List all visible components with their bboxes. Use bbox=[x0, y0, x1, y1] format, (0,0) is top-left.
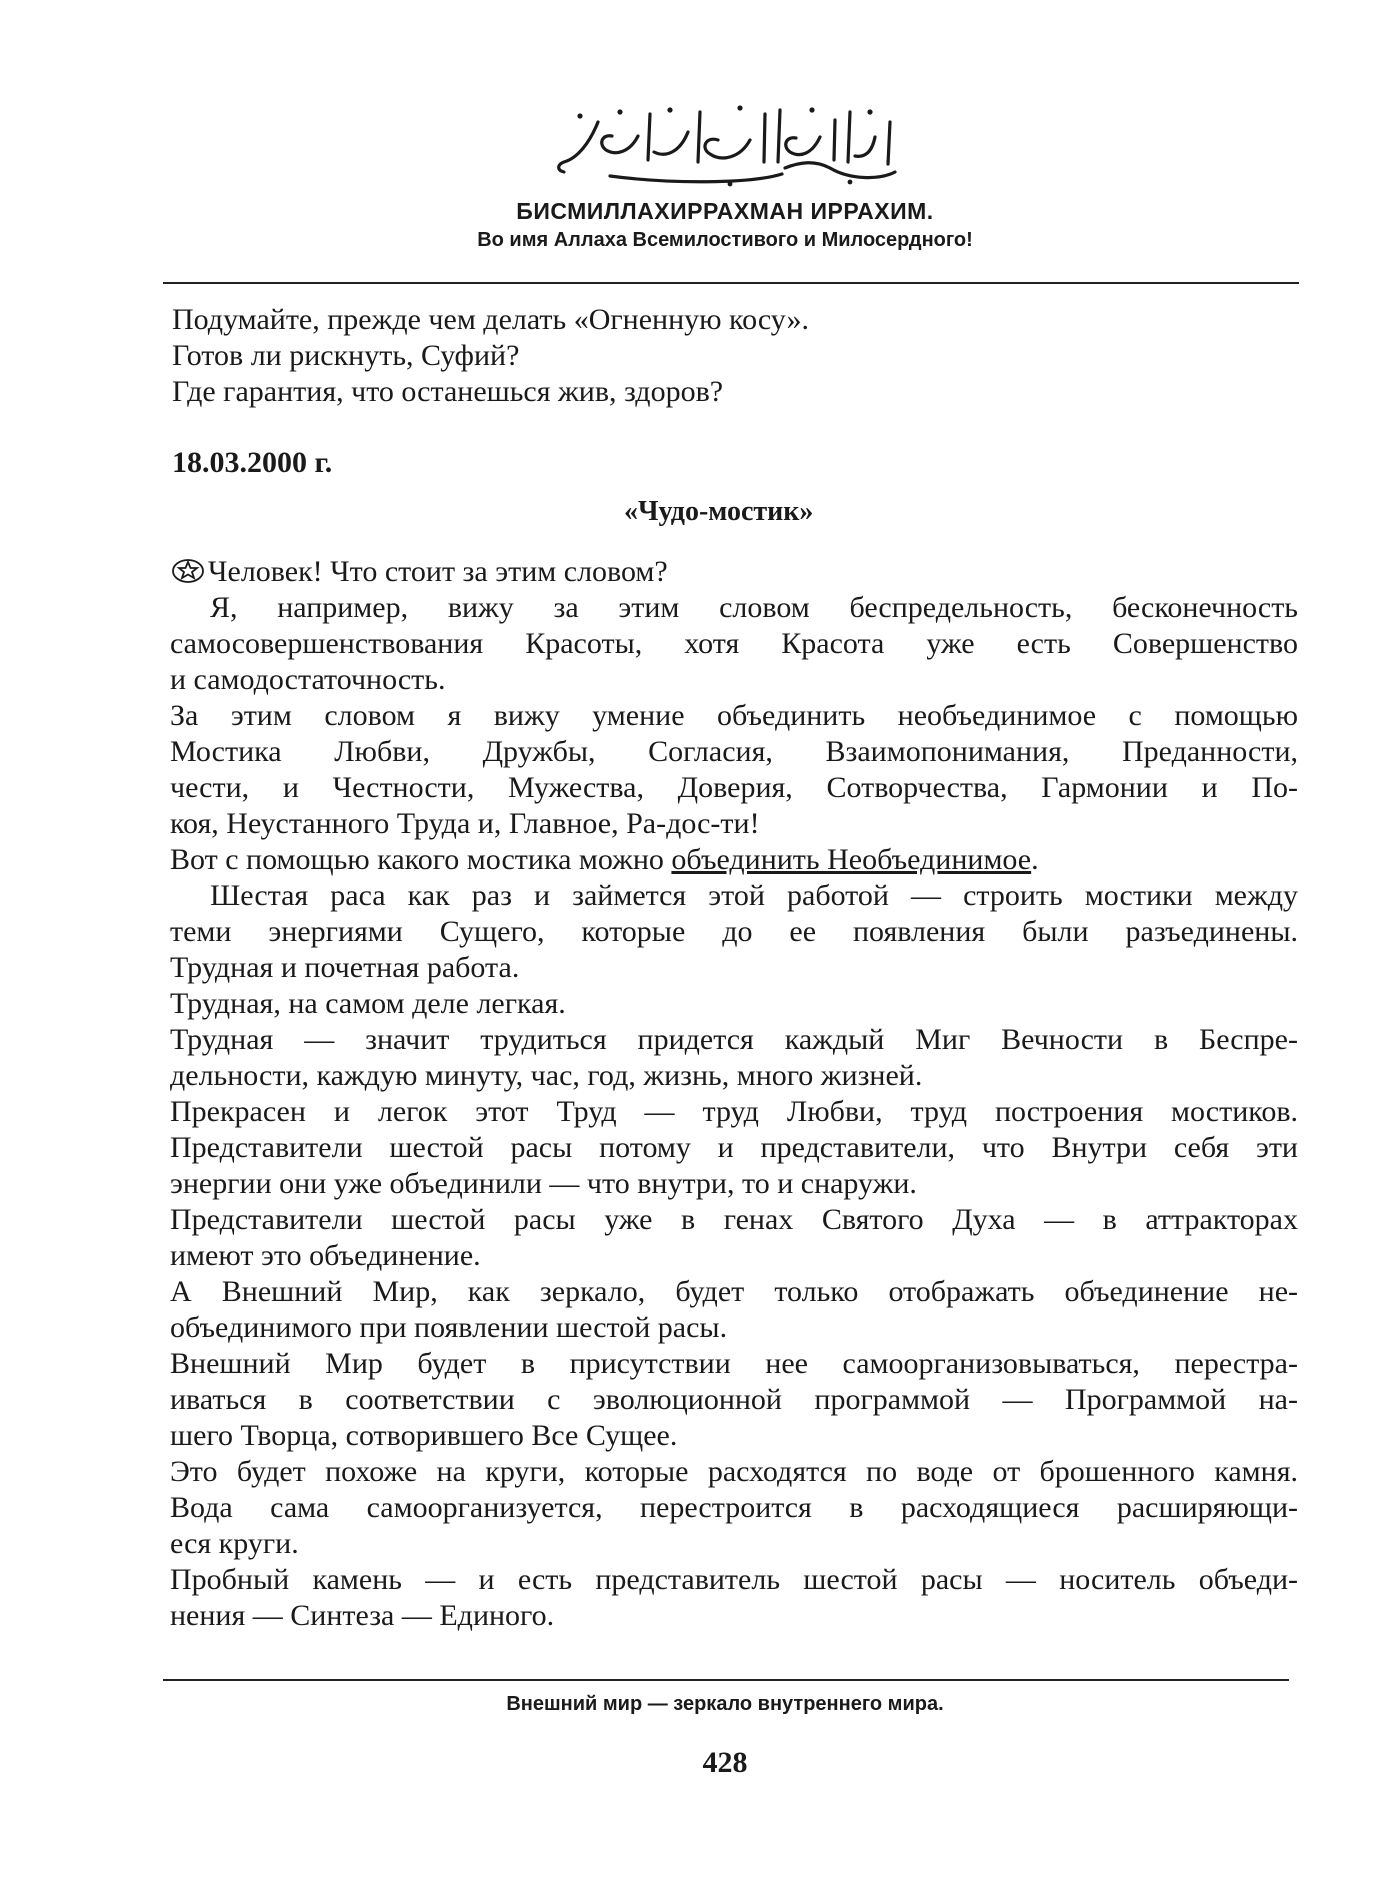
bismillah-calligraphy bbox=[550, 92, 910, 187]
entry-date: 18.03.2000 г. bbox=[172, 446, 333, 479]
poem-block bbox=[172, 302, 809, 410]
text-line: Шестая раса как раз и займется этой работой — строить мостики между bbox=[210, 879, 1298, 912]
text-line bbox=[170, 842, 1298, 878]
text-line: самосовершенствования Красоты, хотя Красота уже есть Совершенство bbox=[170, 627, 1298, 660]
text-line: Мостика Любви, Дружбы, Согласия, Взаимопонимания, Преданности, bbox=[170, 735, 1298, 768]
text-line: дельности, каждую минуту, час, год, жизнь, много жизней. bbox=[170, 1059, 923, 1092]
header-divider bbox=[163, 282, 1299, 284]
text-line-content: Вот с помощью какого мостика можно bbox=[170, 843, 672, 876]
text-line: и самодостаточность. bbox=[170, 663, 446, 696]
text-line: Внешний Мир будет в присутствии нее самоорганизовываться, перестра- bbox=[170, 1347, 1298, 1380]
text-line: За этим словом я вижу умение объединить необъединимое с помощью bbox=[170, 699, 1298, 732]
text-line: Это будет похоже на круги, которые расходятся по воде от брошенного камня. bbox=[170, 1455, 1298, 1488]
text-line: Пробный камень — и есть представитель шестой расы — носитель объеди- bbox=[170, 1563, 1298, 1596]
page-header-title: БИСМИЛЛАХИРРАХМАН ИРРАХИМ. bbox=[516, 198, 934, 224]
poem-line: Подумайте, прежде чем делать «Огненную косу». bbox=[172, 303, 810, 336]
text-line: Трудная и почетная работа. bbox=[170, 951, 520, 984]
text-line: Трудная — значит трудиться придется каждый Миг Вечности в Беспре- bbox=[170, 1023, 1298, 1056]
text-line: нения — Синтеза — Единого. bbox=[170, 1599, 555, 1632]
text-line: шего Творца, сотворившего Все Сущее. bbox=[170, 1419, 678, 1452]
text-line: имеют это объединение. bbox=[170, 1239, 481, 1272]
text-line: Представители шестой расы потому и представители, что Внутри себя эти bbox=[170, 1131, 1298, 1164]
entry-body bbox=[170, 554, 1298, 1634]
underlined-phrase: объединить Необъединимое bbox=[671, 843, 1032, 876]
footer-divider bbox=[163, 1679, 1289, 1681]
text-line: иваться в соответствии с эволюционной программой — Программой на- bbox=[170, 1383, 1298, 1416]
text-line: коя, Неустанного Труда и, Главное, Ра-дос-ти! bbox=[170, 807, 760, 840]
text-line: Представители шестой расы уже в генах Святого Духа — в аттракторах bbox=[170, 1203, 1298, 1236]
text-line: Прекрасен и легок этот Труд — труд Любви, труд построения мостиков. bbox=[170, 1095, 1298, 1128]
text-line: А Внешний Мир, как зеркало, будет только отображать объединение не- bbox=[170, 1275, 1298, 1308]
text-line: еся круги. bbox=[170, 1527, 299, 1560]
text-line: Я, например, вижу за этим словом беспредельность, бесконечность bbox=[210, 591, 1298, 624]
poem-line: Готов ли рискнуть, Суфий? bbox=[172, 339, 520, 372]
text-line: Трудная, на самом деле легкая. bbox=[170, 987, 566, 1020]
text-line-content: . bbox=[1031, 843, 1039, 876]
page-header-subtitle: Во имя Аллаха Всемилостивого и Милосердного! bbox=[477, 229, 973, 251]
text-line: Вода сама самоорганизуется, перестроится в расходящиеся расширяющи- bbox=[170, 1491, 1298, 1524]
text-line-content: Человек! Что стоит за этим словом? bbox=[208, 555, 668, 588]
sun-symbol-icon bbox=[170, 557, 206, 585]
running-footer: Внешний мир — зеркало внутреннего мира. bbox=[506, 1693, 944, 1715]
poem-line: Где гарантия, что останешься жив, здоров? bbox=[172, 375, 724, 408]
entry-title: «Чудо-мостик» bbox=[624, 496, 814, 527]
text-line: объединимого при появлении шестой расы. bbox=[170, 1311, 728, 1344]
text-line: энергии они уже объединили — что внутри, то и снаружи. bbox=[170, 1167, 917, 1200]
text-line: теми энергиями Сущего, которые до ее появления были разъединены. bbox=[170, 915, 1298, 948]
text-line: чести, и Честности, Мужества, Доверия, Сотворчества, Гармонии и По- bbox=[170, 771, 1298, 804]
page-number: 428 bbox=[702, 1746, 748, 1779]
text-line bbox=[170, 554, 1298, 590]
